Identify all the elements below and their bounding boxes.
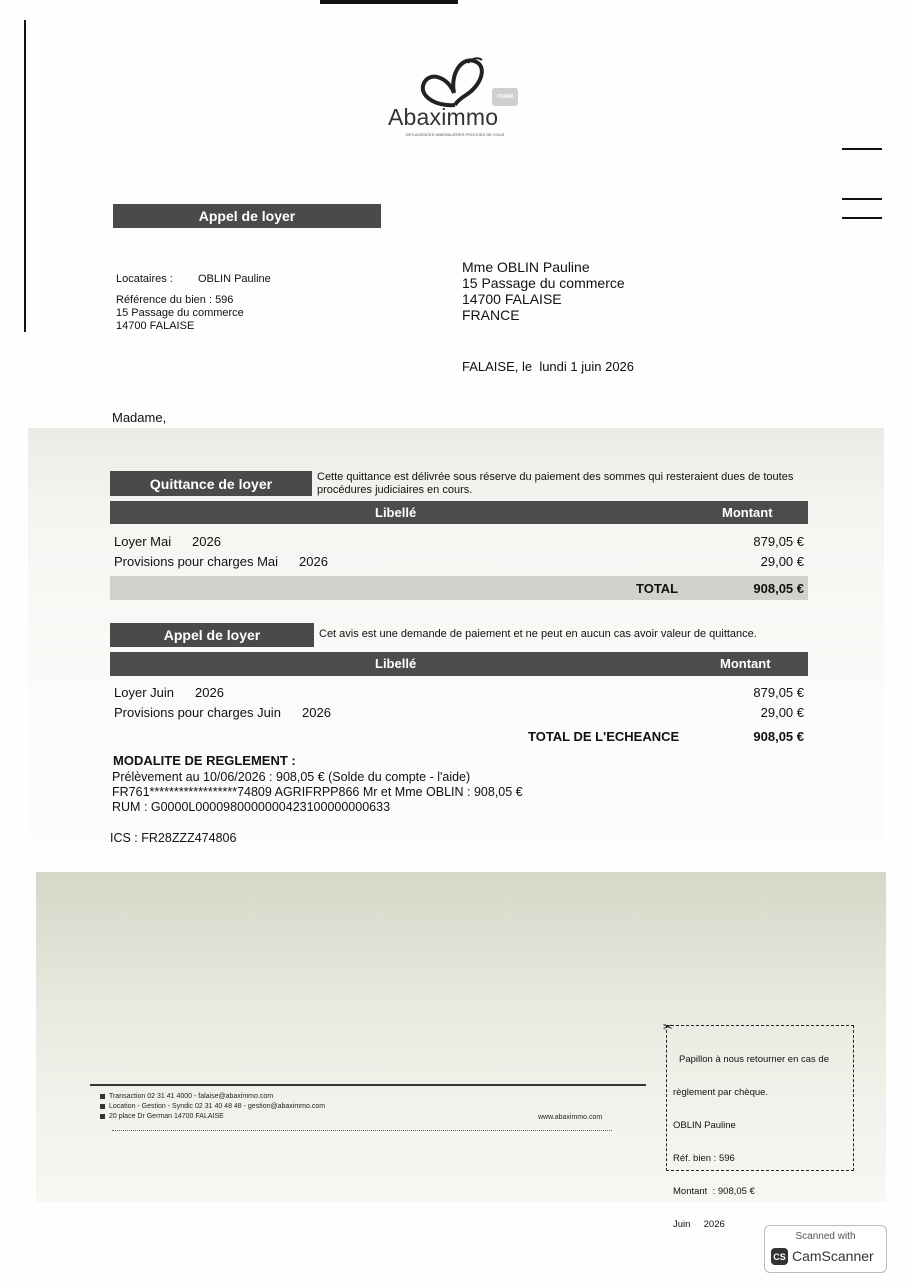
payment-coupon bbox=[663, 1020, 854, 1230]
brand-name: Abaximmo bbox=[388, 104, 499, 130]
table-row bbox=[114, 554, 278, 569]
call-total-label: TOTAL DE L'ECHEANCE bbox=[528, 729, 680, 744]
footer-address: 20 place Dr German 14700 FALAISE bbox=[109, 1113, 224, 1120]
footer-divider bbox=[90, 1084, 646, 1086]
brand-tagline: DES AGENCES IMMOBILIÈRES PROCHES DE VOUS bbox=[405, 132, 505, 137]
bullet-icon bbox=[100, 1094, 105, 1099]
row-amount: 879,05 € bbox=[753, 685, 804, 700]
scissors-icon: ✂ bbox=[663, 1020, 674, 1034]
recipient-address bbox=[462, 259, 625, 323]
coupon-line: règlement par chèque. bbox=[673, 1087, 769, 1098]
legal-fine-print bbox=[112, 1130, 612, 1135]
payment-line: Prélèvement au 10/06/2026 : 908,05 € (Solde du compte - l'aide) bbox=[112, 770, 471, 784]
row-amount: 879,05 € bbox=[753, 534, 804, 549]
recipient-city: 14700 FALAISE bbox=[462, 291, 562, 307]
receipt-rows bbox=[110, 532, 808, 576]
scan-edge-mark bbox=[842, 198, 882, 200]
row-label: Loyer Mai bbox=[114, 534, 172, 549]
row-year: 2026 bbox=[195, 685, 224, 700]
receipt-total-bar bbox=[110, 576, 808, 600]
watermark-brand: CamScanner bbox=[792, 1248, 874, 1264]
coupon-reference: Réf. bien : 596 bbox=[673, 1153, 735, 1164]
receipt-table-header bbox=[110, 501, 808, 524]
payment-line: RUM : G0000L0000980000000423100000000633 bbox=[112, 800, 391, 814]
coupon-text bbox=[673, 1032, 829, 1252]
call-total-amount: 908,05 € bbox=[753, 729, 804, 744]
row-label: Loyer Juin bbox=[114, 685, 174, 700]
receipt-col-amount: Montant bbox=[722, 505, 773, 520]
notice-title-bar: Appel de loyer bbox=[113, 204, 381, 228]
coupon-amount: Montant : 908,05 € bbox=[673, 1186, 755, 1197]
bullet-icon bbox=[100, 1114, 105, 1119]
row-year: 2026 bbox=[192, 534, 221, 549]
scan-edge-line bbox=[24, 20, 26, 332]
call-note: Cet avis est une demande de paiement et ne peut en aucun cas avoir valeur de quittance. bbox=[319, 628, 757, 640]
table-row bbox=[114, 685, 174, 700]
call-title-bar: Appel de loyer bbox=[110, 623, 314, 647]
bullet-icon bbox=[100, 1104, 105, 1109]
brand-logo-text bbox=[388, 104, 528, 131]
recipient-country: FRANCE bbox=[462, 307, 520, 323]
call-col-amount: Montant bbox=[720, 656, 771, 671]
payment-line: FR761******************74809 AGRIFRPP866 Mr et Mme OBLIN : 908,05 € bbox=[112, 785, 523, 799]
camscanner-logo-icon: CS bbox=[771, 1248, 788, 1265]
property-reference: Référence du bien : 596 bbox=[116, 294, 234, 306]
row-year: 2026 bbox=[299, 554, 328, 569]
footer-website: www.abaximmo.com bbox=[538, 1114, 603, 1121]
footer-contacts bbox=[100, 1092, 325, 1122]
row-label: Provisions pour charges Juin bbox=[114, 705, 281, 720]
receipt-total-amount: 908,05 € bbox=[753, 581, 804, 596]
call-table-header bbox=[110, 652, 808, 676]
property-address-line1: 15 Passage du commerce bbox=[116, 307, 244, 319]
row-year: 2026 bbox=[302, 705, 331, 720]
tenant-name: OBLIN Pauline bbox=[198, 273, 271, 285]
recipient-name: Mme OBLIN Pauline bbox=[462, 259, 590, 275]
call-col-label: Libellé bbox=[375, 656, 417, 671]
payment-title: MODALITE DE REGLEMENT : bbox=[113, 753, 296, 768]
ics-identifier: ICS : FR28ZZZ474806 bbox=[110, 831, 237, 845]
scan-edge-mark bbox=[842, 148, 882, 150]
salutation: Madame, bbox=[112, 410, 167, 425]
tenant-label: Locataires : bbox=[116, 273, 173, 285]
call-total-row bbox=[110, 727, 808, 747]
receipt-note: Cette quittance est délivrée sous réserve du paiement des sommes qui resteraient dues de toutes procédures judiciaires en cours. bbox=[317, 471, 794, 496]
coupon-line: Papillon à nous retourner en cas de bbox=[679, 1054, 829, 1065]
table-row bbox=[114, 705, 281, 720]
row-label: Provisions pour charges Mai bbox=[114, 554, 279, 569]
row-amount: 29,00 € bbox=[760, 554, 804, 569]
scanner-watermark bbox=[764, 1225, 887, 1273]
call-rows bbox=[110, 683, 808, 727]
row-amount: 29,00 € bbox=[760, 705, 804, 720]
receipt-col-label: Libellé bbox=[375, 505, 417, 520]
payment-details bbox=[112, 770, 523, 815]
table-row bbox=[114, 534, 171, 549]
receipt-title-bar: Quittance de loyer bbox=[110, 471, 312, 496]
watermark-caption: Scanned with bbox=[795, 1231, 856, 1242]
scan-edge-mark bbox=[320, 0, 458, 4]
footer-transaction: Transaction 02 31 41 4000 - falaise@abaximmo.com bbox=[109, 1093, 274, 1100]
recipient-street: 15 Passage du commerce bbox=[462, 275, 625, 291]
fnaim-badge: FNAIM bbox=[492, 88, 518, 106]
receipt-total-label: TOTAL bbox=[636, 581, 679, 596]
footer-location: Location - Gestion - Syndic 02 31 40 48 48 - gestion@abaximmo.com bbox=[109, 1103, 326, 1110]
letter-date: FALAISE, le lundi 1 juin 2026 bbox=[462, 359, 635, 374]
property-address-line2: 14700 FALAISE bbox=[116, 320, 195, 332]
scan-edge-mark bbox=[842, 217, 882, 219]
coupon-name: OBLIN Pauline bbox=[673, 1120, 736, 1131]
coupon-period: Juin 2026 bbox=[673, 1219, 725, 1230]
